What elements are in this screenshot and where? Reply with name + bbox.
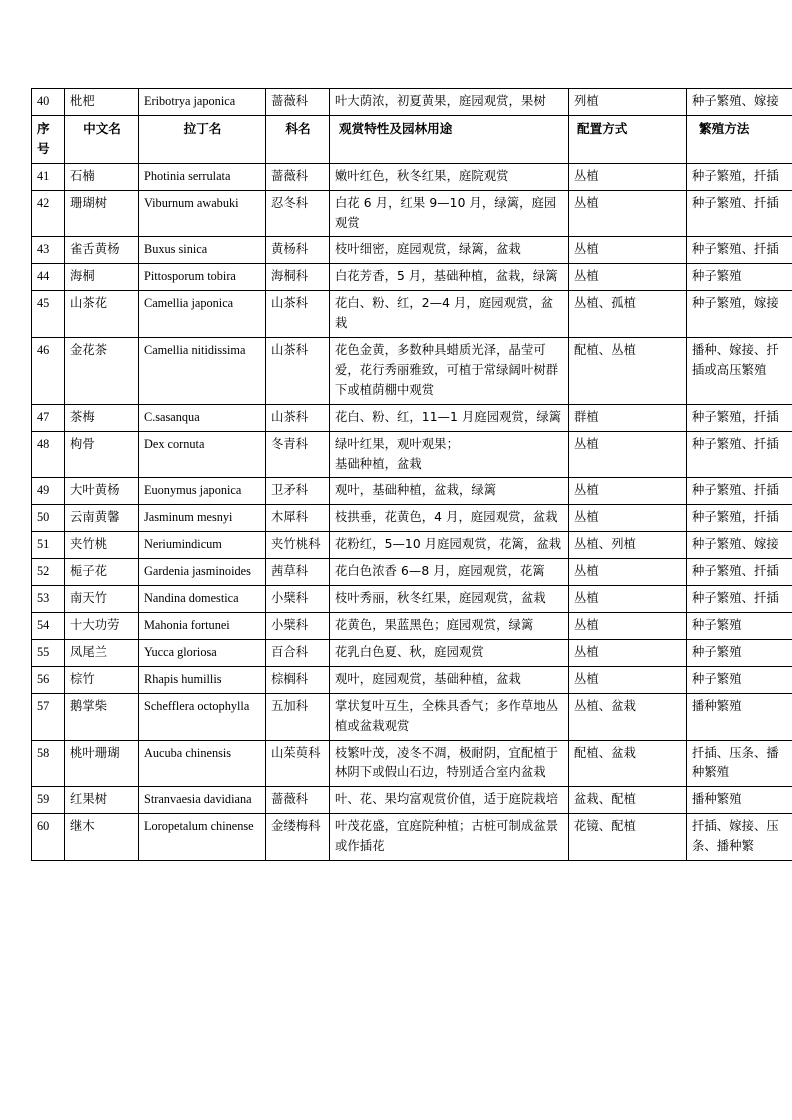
cell-latin-name: Gardenia jasminoides bbox=[139, 559, 266, 586]
cell-chinese-name: 红果树 bbox=[65, 787, 139, 814]
cell-ornamental-description: 花粉红，5—10 月庭园观赏，花篱，盆栽 bbox=[330, 532, 569, 559]
cell-configuration: 丛植、孤植 bbox=[569, 291, 687, 338]
table-row bbox=[32, 338, 792, 405]
cell-serial-number: 53 bbox=[32, 586, 65, 613]
table-row bbox=[32, 532, 792, 559]
cell-configuration: 丛植、列植 bbox=[569, 532, 687, 559]
cell-ornamental-description: 花黄色，果蓝黑色；庭园观赏，绿篱 bbox=[330, 613, 569, 640]
cell-family-name: 金缕梅科 bbox=[266, 814, 330, 861]
cell-ornamental-description: 白花 6 月，红果 9—10 月，绿篱，庭园观赏 bbox=[330, 190, 569, 237]
cell-ornamental-description: 叶大荫浓，初夏黄果，庭园观赏，果树 bbox=[330, 89, 569, 116]
cell-serial-number: 43 bbox=[32, 237, 65, 264]
cell-latin-name: Aucuba chinensis bbox=[139, 740, 266, 787]
cell-family-name: 山茶科 bbox=[266, 291, 330, 338]
cell-latin-name: Neriumindicum bbox=[139, 532, 266, 559]
cell-serial-number: 51 bbox=[32, 532, 65, 559]
cell-family-name: 蔷薇科 bbox=[266, 163, 330, 190]
table-row bbox=[32, 559, 792, 586]
table-row bbox=[32, 787, 792, 814]
table-row bbox=[32, 404, 792, 431]
cell-latin-name: Jasminum mesnyi bbox=[139, 505, 266, 532]
cell-propagation: 种子繁殖，嫁接 bbox=[687, 291, 792, 338]
cell-family-name: 山茶科 bbox=[266, 338, 330, 405]
cell-ornamental-description: 花白、粉、红，11—1 月庭园观赏，绿篱 bbox=[330, 404, 569, 431]
plant-species-table bbox=[31, 88, 792, 861]
cell-propagation: 种子繁殖、扦插 bbox=[687, 431, 792, 478]
cell-ornamental-description: 花乳白色夏、秋，庭园观赏 bbox=[330, 639, 569, 666]
cell-family-name: 夹竹桃科 bbox=[266, 532, 330, 559]
cell-ornamental-description: 观叶，庭园观赏，基础种植，盆栽 bbox=[330, 666, 569, 693]
cell-serial-number: 59 bbox=[32, 787, 65, 814]
cell-serial-number: 56 bbox=[32, 666, 65, 693]
table-row bbox=[32, 190, 792, 237]
cell-serial-number: 45 bbox=[32, 291, 65, 338]
cell-latin-name: Rhapis humillis bbox=[139, 666, 266, 693]
column-header-serial-line1: 序 bbox=[37, 120, 50, 136]
column-header-family-name: 科名 bbox=[266, 115, 330, 163]
cell-serial-number: 46 bbox=[32, 338, 65, 405]
cell-chinese-name: 夹竹桃 bbox=[65, 532, 139, 559]
table-row bbox=[32, 586, 792, 613]
table-row bbox=[32, 613, 792, 640]
column-header-ornamental-use: 观赏特性及园林用途 bbox=[330, 115, 569, 163]
cell-propagation: 种子繁殖、扦插 bbox=[687, 478, 792, 505]
table-row bbox=[32, 264, 792, 291]
cell-configuration: 丛植 bbox=[569, 237, 687, 264]
cell-propagation: 播种繁殖 bbox=[687, 693, 792, 740]
cell-family-name: 蔷薇科 bbox=[266, 89, 330, 116]
cell-chinese-name: 枸骨 bbox=[65, 431, 139, 478]
cell-configuration: 丛植 bbox=[569, 613, 687, 640]
cell-propagation: 种子繁殖 bbox=[687, 264, 792, 291]
table-row bbox=[32, 163, 792, 190]
cell-chinese-name: 继木 bbox=[65, 814, 139, 861]
cell-configuration: 配植、盆栽 bbox=[569, 740, 687, 787]
cell-family-name: 棕榈科 bbox=[266, 666, 330, 693]
cell-chinese-name: 桃叶珊瑚 bbox=[65, 740, 139, 787]
cell-latin-name: Euonymus japonica bbox=[139, 478, 266, 505]
cell-serial-number: 55 bbox=[32, 639, 65, 666]
cell-latin-name: Viburnum awabuki bbox=[139, 190, 266, 237]
cell-propagation: 种子繁殖 bbox=[687, 666, 792, 693]
column-header-configuration: 配置方式 bbox=[569, 115, 687, 163]
cell-serial-number: 47 bbox=[32, 404, 65, 431]
cell-propagation: 种子繁殖，扦插 bbox=[687, 163, 792, 190]
cell-family-name: 山茱萸科 bbox=[266, 740, 330, 787]
cell-configuration: 丛植 bbox=[569, 478, 687, 505]
cell-configuration: 群植 bbox=[569, 404, 687, 431]
cell-serial-number: 42 bbox=[32, 190, 65, 237]
cell-latin-name: Camellia nitidissima bbox=[139, 338, 266, 405]
cell-chinese-name: 雀舌黄杨 bbox=[65, 237, 139, 264]
cell-propagation: 播种繁殖 bbox=[687, 787, 792, 814]
cell-ornamental-description: 枝叶秀丽，秋冬红果，庭园观赏，盆栽 bbox=[330, 586, 569, 613]
table-row bbox=[32, 740, 792, 787]
cell-ornamental-description: 叶茂花盛，宜庭院种植；古桩可制成盆景或作插花 bbox=[330, 814, 569, 861]
cell-propagation: 种子繁殖、扦插 bbox=[687, 559, 792, 586]
cell-latin-name: Mahonia fortunei bbox=[139, 613, 266, 640]
cell-configuration: 配植、丛植 bbox=[569, 338, 687, 405]
column-header-propagation: 繁殖方法 bbox=[687, 115, 792, 163]
cell-latin-name: Schefflera octophylla bbox=[139, 693, 266, 740]
cell-latin-name: C.sasanqua bbox=[139, 404, 266, 431]
cell-serial-number: 41 bbox=[32, 163, 65, 190]
cell-serial-number: 58 bbox=[32, 740, 65, 787]
cell-configuration: 丛植 bbox=[569, 163, 687, 190]
cell-propagation: 播种、嫁接、扦插或高压繁殖 bbox=[687, 338, 792, 405]
cell-chinese-name: 南天竹 bbox=[65, 586, 139, 613]
table-row bbox=[32, 237, 792, 264]
cell-propagation: 种子繁殖，扦插 bbox=[687, 404, 792, 431]
cell-serial-number: 44 bbox=[32, 264, 65, 291]
cell-serial-number: 50 bbox=[32, 505, 65, 532]
cell-latin-name: Buxus sinica bbox=[139, 237, 266, 264]
cell-serial-number: 40 bbox=[32, 89, 65, 116]
cell-ornamental-description: 白花芳香，5 月，基础种植，盆栽，绿篱 bbox=[330, 264, 569, 291]
cell-latin-name: Photinia serrulata bbox=[139, 163, 266, 190]
table-row bbox=[32, 89, 792, 116]
table-row bbox=[32, 291, 792, 338]
cell-configuration: 丛植 bbox=[569, 666, 687, 693]
table-row bbox=[32, 693, 792, 740]
cell-propagation: 种子繁殖、嫁接 bbox=[687, 89, 792, 116]
cell-ornamental-description: 叶、花、果均富观赏价值，适于庭院栽培 bbox=[330, 787, 569, 814]
column-header-latin-name: 拉丁名 bbox=[139, 115, 266, 163]
cell-propagation: 扦插、嫁接、压条、播种繁 bbox=[687, 814, 792, 861]
cell-configuration: 列植 bbox=[569, 89, 687, 116]
cell-serial-number: 57 bbox=[32, 693, 65, 740]
cell-configuration: 丛植 bbox=[569, 190, 687, 237]
cell-latin-name: Stranvaesia davidiana bbox=[139, 787, 266, 814]
cell-serial-number: 54 bbox=[32, 613, 65, 640]
cell-propagation: 种子繁殖，扦插 bbox=[687, 505, 792, 532]
cell-configuration: 丛植 bbox=[569, 586, 687, 613]
cell-propagation: 种子繁殖 bbox=[687, 613, 792, 640]
cell-chinese-name: 海桐 bbox=[65, 264, 139, 291]
cell-chinese-name: 茶梅 bbox=[65, 404, 139, 431]
cell-chinese-name: 金花茶 bbox=[65, 338, 139, 405]
cell-propagation: 种子繁殖、扦插 bbox=[687, 190, 792, 237]
cell-chinese-name: 十大功劳 bbox=[65, 613, 139, 640]
cell-ornamental-description: 绿叶红果，观叶观果； 基础种植，盆栽 bbox=[330, 431, 569, 478]
cell-family-name: 忍冬科 bbox=[266, 190, 330, 237]
cell-serial-number: 52 bbox=[32, 559, 65, 586]
table-row bbox=[32, 666, 792, 693]
cell-serial-number: 60 bbox=[32, 814, 65, 861]
cell-chinese-name: 枇杷 bbox=[65, 89, 139, 116]
cell-latin-name: Pittosporum tobira bbox=[139, 264, 266, 291]
cell-propagation: 种子繁殖 bbox=[687, 639, 792, 666]
cell-family-name: 五加科 bbox=[266, 693, 330, 740]
cell-configuration: 丛植 bbox=[569, 639, 687, 666]
table-row bbox=[32, 814, 792, 861]
cell-chinese-name: 棕竹 bbox=[65, 666, 139, 693]
cell-ornamental-description: 枝拱垂，花黄色，4 月，庭园观赏，盆栽 bbox=[330, 505, 569, 532]
cell-ornamental-description: 掌状复叶互生，全株具香气；多作草地丛植或盆栽观赏 bbox=[330, 693, 569, 740]
cell-configuration: 丛植、盆栽 bbox=[569, 693, 687, 740]
table-row bbox=[32, 505, 792, 532]
cell-serial-number: 49 bbox=[32, 478, 65, 505]
cell-family-name: 木犀科 bbox=[266, 505, 330, 532]
cell-propagation: 种子繁殖、扦插 bbox=[687, 586, 792, 613]
cell-latin-name: Yucca gloriosa bbox=[139, 639, 266, 666]
column-header-chinese-name: 中文名 bbox=[65, 115, 139, 163]
cell-serial-number: 48 bbox=[32, 431, 65, 478]
cell-ornamental-description: 枝繁叶茂，凌冬不凋，极耐阴，宜配植于林阴下或假山石边，特别适合室内盆栽 bbox=[330, 740, 569, 787]
cell-ornamental-description: 观叶，基础种植，盆栽，绿篱 bbox=[330, 478, 569, 505]
cell-chinese-name: 云南黄馨 bbox=[65, 505, 139, 532]
table-body bbox=[32, 89, 792, 861]
table-header-row bbox=[32, 115, 792, 163]
cell-ornamental-description: 嫩叶红色，秋冬红果，庭院观赏 bbox=[330, 163, 569, 190]
cell-chinese-name: 栀子花 bbox=[65, 559, 139, 586]
cell-family-name: 卫矛科 bbox=[266, 478, 330, 505]
cell-propagation: 扦插、压条、播种繁殖 bbox=[687, 740, 792, 787]
table-row bbox=[32, 478, 792, 505]
cell-ornamental-description: 枝叶细密，庭园观赏，绿篱，盆栽 bbox=[330, 237, 569, 264]
cell-family-name: 黄杨科 bbox=[266, 237, 330, 264]
cell-chinese-name: 山茶花 bbox=[65, 291, 139, 338]
plant-table-container bbox=[31, 88, 779, 861]
cell-ornamental-description: 花色金黄，多数种具蜡质光泽，晶莹可爱，花行秀丽雅致，可植于常绿阔叶树群下或植荫棚中观赏 bbox=[330, 338, 569, 405]
cell-family-name: 冬青科 bbox=[266, 431, 330, 478]
cell-configuration: 丛植 bbox=[569, 559, 687, 586]
cell-configuration: 丛植 bbox=[569, 264, 687, 291]
cell-latin-name: Eribotrya japonica bbox=[139, 89, 266, 116]
cell-latin-name: Loropetalum chinense bbox=[139, 814, 266, 861]
cell-configuration: 丛植 bbox=[569, 431, 687, 478]
cell-chinese-name: 凤尾兰 bbox=[65, 639, 139, 666]
cell-family-name: 山茶科 bbox=[266, 404, 330, 431]
cell-configuration: 丛植 bbox=[569, 505, 687, 532]
cell-chinese-name: 珊瑚树 bbox=[65, 190, 139, 237]
cell-ornamental-description: 花白色浓香 6—8 月，庭园观赏，花篱 bbox=[330, 559, 569, 586]
cell-chinese-name: 大叶黄杨 bbox=[65, 478, 139, 505]
cell-family-name: 小檗科 bbox=[266, 586, 330, 613]
cell-configuration: 盆栽、配植 bbox=[569, 787, 687, 814]
cell-latin-name: Dex cornuta bbox=[139, 431, 266, 478]
cell-chinese-name: 鹅掌柴 bbox=[65, 693, 139, 740]
cell-propagation: 种子繁殖、嫁接 bbox=[687, 532, 792, 559]
cell-latin-name: Camellia japonica bbox=[139, 291, 266, 338]
cell-propagation: 种子繁殖、扦插 bbox=[687, 237, 792, 264]
cell-family-name: 茜草科 bbox=[266, 559, 330, 586]
table-row bbox=[32, 431, 792, 478]
cell-family-name: 蔷薇科 bbox=[266, 787, 330, 814]
cell-chinese-name: 石楠 bbox=[65, 163, 139, 190]
column-header-serial-number bbox=[32, 115, 65, 163]
cell-ornamental-description: 花白、粉、红，2—4 月，庭园观赏，盆栽 bbox=[330, 291, 569, 338]
cell-family-name: 海桐科 bbox=[266, 264, 330, 291]
table-row bbox=[32, 639, 792, 666]
cell-configuration: 花镜、配植 bbox=[569, 814, 687, 861]
cell-family-name: 百合科 bbox=[266, 639, 330, 666]
cell-family-name: 小檗科 bbox=[266, 613, 330, 640]
column-header-serial-line2: 号 bbox=[37, 141, 50, 157]
cell-latin-name: Nandina domestica bbox=[139, 586, 266, 613]
